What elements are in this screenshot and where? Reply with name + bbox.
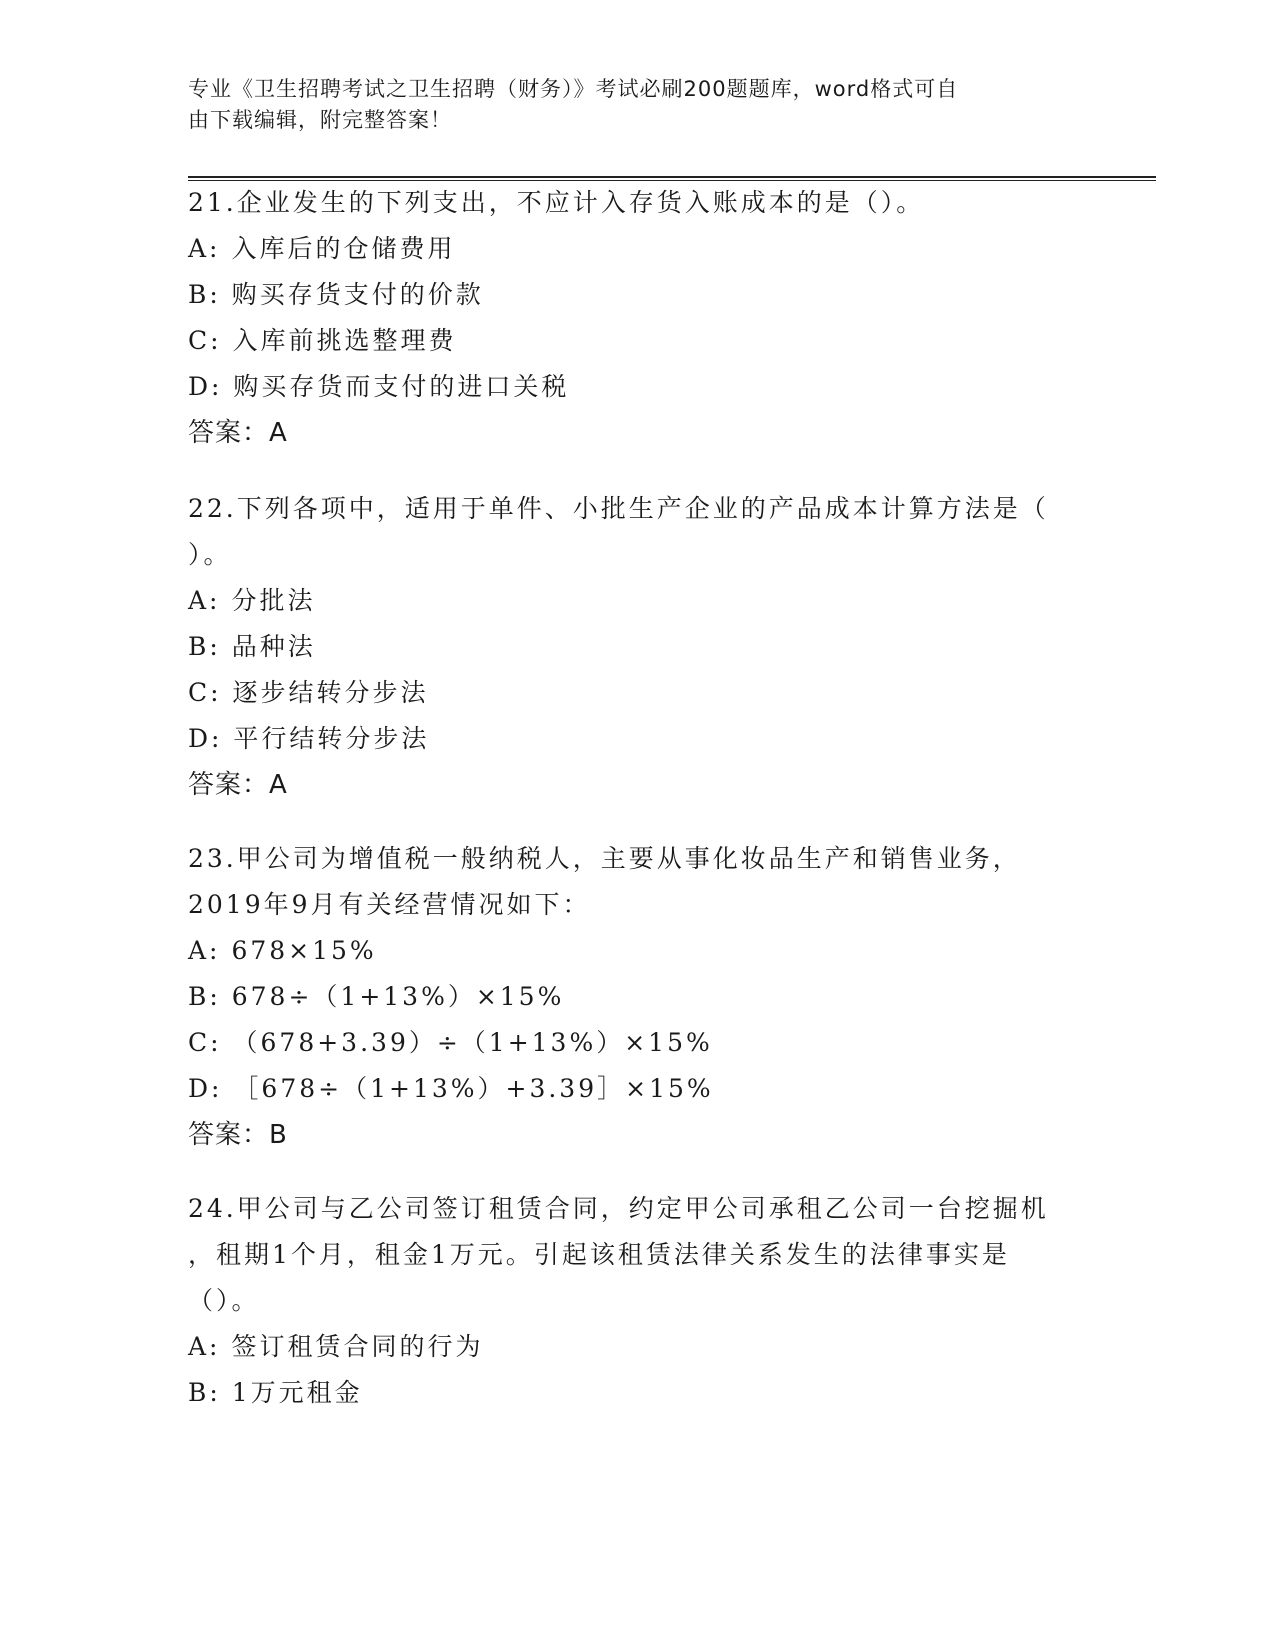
question-22 — [188, 486, 1088, 808]
option-text: 品种法 — [231, 632, 316, 661]
question-stem-continued: ，租期1个月，租金1万元。引起该租赁法律关系发生的法律事实是 — [188, 1240, 1010, 1269]
question-stem: 22.下列各项中，适用于单件、小批生产企业的产品成本计算方法是（ — [188, 494, 1049, 523]
question-stem: 21.企业发生的下列支出，不应计入存货入账成本的是（）。 — [188, 188, 925, 217]
option-text: 分批法 — [231, 586, 316, 615]
option-letter: A: — [188, 586, 221, 615]
option-text: 平行结转分步法 — [233, 724, 430, 753]
option-a — [188, 578, 1088, 624]
option-d — [188, 364, 1088, 410]
option-b — [188, 272, 1088, 318]
option-c — [188, 1020, 1088, 1066]
option-text: 678÷（1+13%）×15% — [231, 982, 565, 1011]
question-21 — [188, 180, 1088, 456]
header-line-2: 由下载编辑，附完整答案！ — [188, 108, 452, 132]
question-stem: 23.甲公司为增值税一般纳税人，主要从事化妆品生产和销售业务， — [188, 844, 1021, 873]
option-b — [188, 974, 1088, 1020]
option-letter: C: — [188, 678, 222, 707]
option-a — [188, 1324, 1088, 1370]
answer-label: 答案：B — [188, 1120, 288, 1150]
option-letter: B: — [188, 632, 221, 661]
option-text: 1万元租金 — [231, 1378, 363, 1407]
option-a — [188, 928, 1088, 974]
option-b — [188, 1370, 1088, 1416]
option-letter: A: — [188, 936, 221, 965]
question-24 — [188, 1186, 1088, 1416]
header-line-1: 专业《卫生招聘考试之卫生招聘（财务）》考试必刷200题题库，word格式可自 — [188, 77, 959, 101]
option-letter: A: — [188, 234, 221, 263]
option-d — [188, 1066, 1088, 1112]
option-text: ［678÷（1+13%）+3.39］×15% — [233, 1074, 714, 1103]
option-text: 逐步结转分步法 — [232, 678, 429, 707]
option-text: 签订租赁合同的行为 — [231, 1332, 484, 1361]
option-a — [188, 226, 1088, 272]
option-letter: C: — [188, 1028, 222, 1057]
question-stem-continued: 2019年9月有关经营情况如下： — [188, 890, 591, 919]
question-23 — [188, 836, 1088, 1158]
option-b — [188, 624, 1088, 670]
option-letter: D: — [188, 1074, 223, 1103]
question-stem-continued: ）。 — [188, 540, 232, 569]
option-text: 入库前挑选整理费 — [232, 326, 457, 355]
option-d — [188, 716, 1088, 762]
answer-label: 答案：A — [188, 418, 288, 448]
option-letter: B: — [188, 982, 221, 1011]
option-letter: D: — [188, 372, 223, 401]
answer-label: 答案：A — [188, 770, 288, 800]
option-letter: D: — [188, 724, 223, 753]
option-text: 购买存货支付的价款 — [231, 280, 484, 309]
option-letter: B: — [188, 1378, 221, 1407]
option-text: 678×15% — [231, 936, 377, 965]
question-stem: 24.甲公司与乙公司签订租赁合同，约定甲公司承租乙公司一台挖掘机 — [188, 1194, 1049, 1223]
question-stem-continued: （）。 — [188, 1286, 260, 1315]
option-c — [188, 670, 1088, 716]
option-letter: A: — [188, 1332, 221, 1361]
option-letter: B: — [188, 280, 221, 309]
option-letter: C: — [188, 326, 222, 355]
option-c — [188, 318, 1088, 364]
option-text: 入库后的仓储费用 — [231, 234, 456, 263]
option-text: 购买存货而支付的进口关税 — [233, 372, 570, 401]
option-text: （678+3.39）÷（1+13%）×15% — [232, 1028, 713, 1057]
document-header — [188, 74, 1068, 136]
